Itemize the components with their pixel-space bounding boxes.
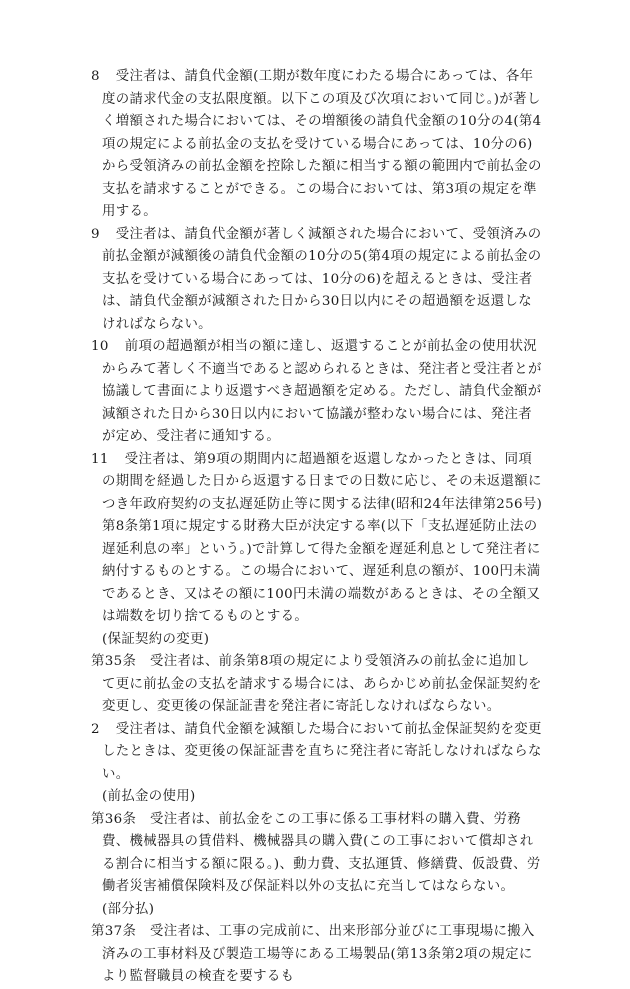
paragraph-text: 受注者は、請負代金額(工期が数年度にわたる場合にあっては、各年度の請求代金の支払限度額。以下この項及び次項において同じ。)が著しく増額された場合においては、その増額後の請負代金額の10分の4(第4項の規定による前払金の支払を受けている場合にあっては、10分の6)から受領済みの前払金額を控除した額に相当する額の範囲内で前払金の支払を請求することができる。この場合においては、第3項の規定を準用する。 (102, 69, 542, 219)
article-text: 受注者は、前払金をこの工事に係る工事材料の購入費、労務費、機械器具の賃借料、機械器具の購入費(この工事において償却される割合に相当する額に限る。)、動力費、支払運賃、修繕費、仮設費、労働者災害補償保険料及び保証料以外の支払に充当してはならない。 (102, 811, 541, 894)
paragraph-11 (91, 449, 543, 629)
article-number: 第37条 (91, 924, 137, 939)
paragraph-number: 10 (91, 339, 109, 354)
paragraph-number: 2 (91, 721, 100, 737)
article-number: 第36条 (91, 811, 137, 827)
paragraph-number: 11 (91, 451, 109, 467)
document-page (91, 66, 543, 989)
paragraph-9 (91, 224, 543, 337)
article-caption-36: (前払金の使用) (102, 789, 196, 804)
paragraph-text: 受注者は、請負代金額を減額した場合において前払金保証契約を変更したときは、変更後の保証証書を直ちに発注者に寄託しなければならない。 (102, 721, 542, 782)
article-35 (91, 651, 543, 719)
paragraph-text: 受注者は、請負代金額が著しく減額された場合において、受領済みの前払金額が減額後の請負代金額の10分の5(第4項の規定による前払金の支払を受けている場合にあっては、10分の6)を超えるときは、受注者は、請負代金額が減額された日から30日以内にその超過額を返還しなければならない。 (102, 226, 542, 332)
paragraph-35-2 (91, 719, 543, 787)
article-37 (91, 921, 543, 989)
article-caption-37: (部分払) (102, 901, 155, 917)
paragraph-8 (91, 66, 543, 224)
article-text: 受注者は、前条第8項の規定により受領済みの前払金に追加して更に前払金の支払を請求する場合には、あらかじめ前払金保証契約を変更し、変更後の保証証書を発注者に寄託しなければならない。 (102, 654, 542, 714)
paragraph-text: 前項の超過額が相当の額に達し、返還することが前払金の使用状況からみて著しく不適当であると認められるときは、発注者と受注者とが協議して書面により返還すべき超過額を定める。ただし、請負代金額が減額された日から30日以内において協議が整わない場合には、発注者が定め、受注者に通知する。 (102, 339, 542, 444)
article-text: 受注者は、工事の完成前に、出来形部分並びに工事現場に搬入済みの工事材料及び製造工場等にある工場製品(第13条第2項の規定により監督職員の検査を要するも (102, 924, 535, 984)
paragraph-10 (91, 336, 543, 449)
paragraph-text: 受注者は、第9項の期間内に超過額を返還しなかったときは、同項の期間を経過した日から返還する日までの日数に応じ、その未返還額につき年政府契約の支払遅延防止等に関する法律(昭和24年法律第256号)第8条第1項に規定する財務大臣が決定する率(以下「支払遅延防止法の遅延利息の率」という。)で計算して得た金額を遅延利息として発注者に納付するものとする。この場合において、遅延利息の額が、100円未満であるとき、又はその額に100円未満の端数があるときは、その全額又は端数を切り捨てるものとする。 (102, 451, 543, 624)
article-36 (91, 809, 543, 899)
paragraph-number: 8 (91, 69, 100, 84)
article-number: 第35条 (91, 654, 137, 669)
article-caption-35: (保証契約の変更) (102, 631, 210, 647)
paragraph-number: 9 (91, 226, 100, 242)
